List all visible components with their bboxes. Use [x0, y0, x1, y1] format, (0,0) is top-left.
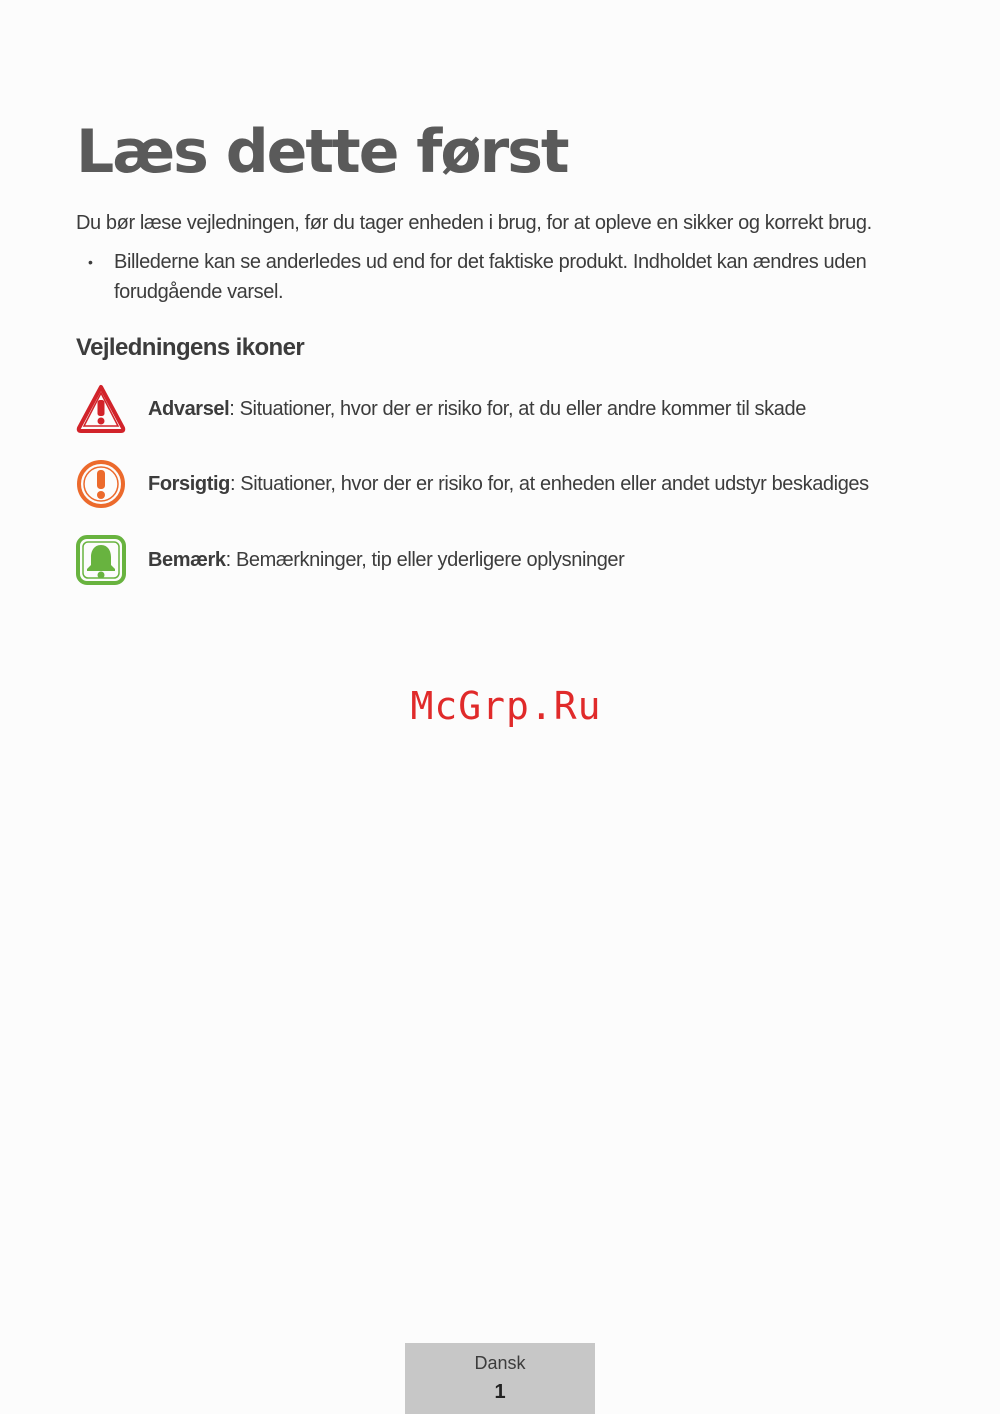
bullet-list [76, 247, 926, 307]
bullet-text: Billederne kan se anderledes ud end for det faktiske produkt. Indholdet kan ændres uden forudgående varsel. [114, 251, 867, 303]
page-number: 1 [494, 1381, 506, 1403]
warning-triangle-icon [76, 384, 126, 434]
note-term: Bemærk [148, 549, 226, 571]
caution-text: : Situationer, hvor der er risiko for, at enheden eller andet udstyr beskadiges [229, 473, 869, 495]
caution-term: Forsigtig [148, 473, 230, 495]
intro-paragraph: Du bør læse vejledningen, før du tager enheden i brug, for at opleve en sikker og korrekt brug. [76, 212, 872, 234]
note-row [76, 535, 956, 585]
note-description [148, 545, 624, 575]
page-footer [405, 1343, 595, 1414]
caution-row [76, 459, 956, 509]
note-text: : Bemærkninger, tip eller yderligere oplysninger [225, 549, 625, 571]
warning-description [148, 394, 806, 424]
caution-description [148, 469, 869, 499]
watermark: McGrp.Ru [410, 684, 602, 728]
caution-exclamation-circle-icon [76, 459, 126, 509]
section-heading: Vejledningens ikoner [76, 334, 305, 361]
footer-language: Dansk [474, 1353, 526, 1373]
bullet-icon: • [88, 254, 93, 270]
warning-row [76, 384, 956, 434]
warning-text: : Situationer, hvor der er risiko for, at du eller andre kommer til skade [229, 398, 806, 420]
page-title: Læs dette først [76, 117, 568, 187]
note-bell-icon [76, 535, 126, 585]
list-item [76, 247, 926, 307]
warning-term: Advarsel [148, 398, 230, 420]
